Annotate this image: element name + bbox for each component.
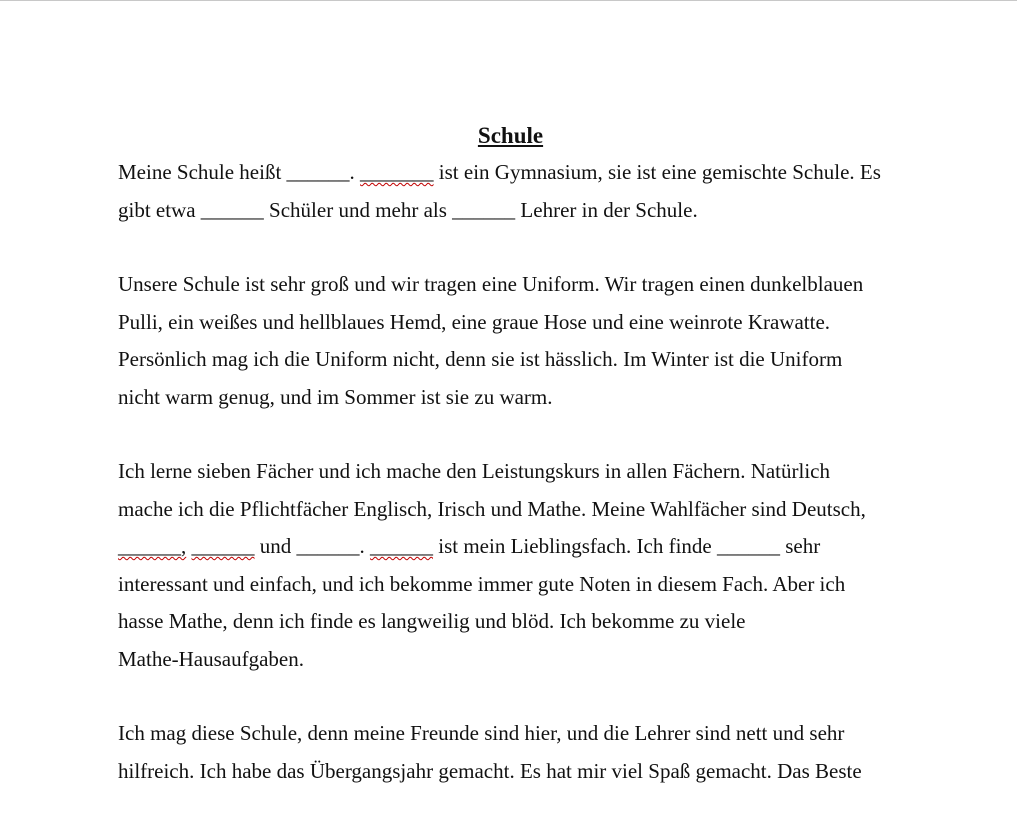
- text-segment: ist ein Gymnasium, sie ist eine gemischte Schule. Es: [438, 160, 881, 184]
- text-line: hilfreich. Ich habe das Übergangsjahr gemacht. Es hat mir viel Spaß gemacht. Das Beste: [118, 758, 862, 783]
- fill-in-blank: ______: [191, 534, 255, 558]
- text-line: mache ich die Pflichtfächer Englisch, Irisch und Mathe. Meine Wahlfächer sind Deutsch,: [118, 496, 866, 521]
- fill-in-blank: ______,: [118, 534, 187, 558]
- text-line: interessant und einfach, und ich bekomme immer gute Noten in diesem Fach. Aber ich: [118, 571, 846, 596]
- text-line: [118, 154, 903, 192]
- text-segment: ist mein Lieblingsfach. Ich finde ______ sehr: [438, 534, 821, 558]
- text-line: [118, 528, 903, 566]
- fill-in-blank: ______: [370, 534, 433, 558]
- fill-in-blank: _______: [360, 160, 434, 184]
- document-page: [118, 118, 903, 827]
- text-line: Ich lerne sieben Fächer und ich mache den Leistungskurs in allen Fächern. Natürlich: [118, 459, 831, 483]
- text-segment: und ______.: [259, 534, 365, 558]
- text-line: hasse Mathe, denn ich finde es langweilig und blöd. Ich bekomme zu viele: [118, 609, 746, 633]
- text-line: gibt etwa ______ Schüler und mehr als ______ Lehrer in der Schule.: [118, 197, 698, 222]
- paragraph-subjects: [118, 453, 903, 678]
- text-segment: Meine Schule heißt ______.: [118, 160, 355, 184]
- text-line: Unsere Schule ist sehr groß und wir tragen eine Uniform. Wir tragen einen dunkelblauen: [118, 272, 864, 296]
- text-line: Pulli, ein weißes und hellblaues Hemd, eine graue Hose und eine weinrote Krawatte.: [118, 309, 831, 334]
- text-line: Mathe-Hausaufgaben.: [118, 646, 305, 671]
- text-line: nicht warm genug, und im Sommer ist sie zu warm.: [118, 384, 553, 409]
- text-line: Ich mag diese Schule, denn meine Freunde sind hier, und die Lehrer sind nett und sehr: [118, 721, 845, 745]
- top-border: [0, 0, 1017, 1]
- paragraph-uniform: [118, 266, 903, 416]
- text-line: Persönlich mag ich die Uniform nicht, denn sie ist hässlich. Im Winter ist die Uniform: [118, 347, 843, 371]
- paragraph-school-name: [118, 154, 903, 229]
- document-title: Schule: [477, 123, 544, 148]
- paragraph-opinion: [118, 715, 903, 790]
